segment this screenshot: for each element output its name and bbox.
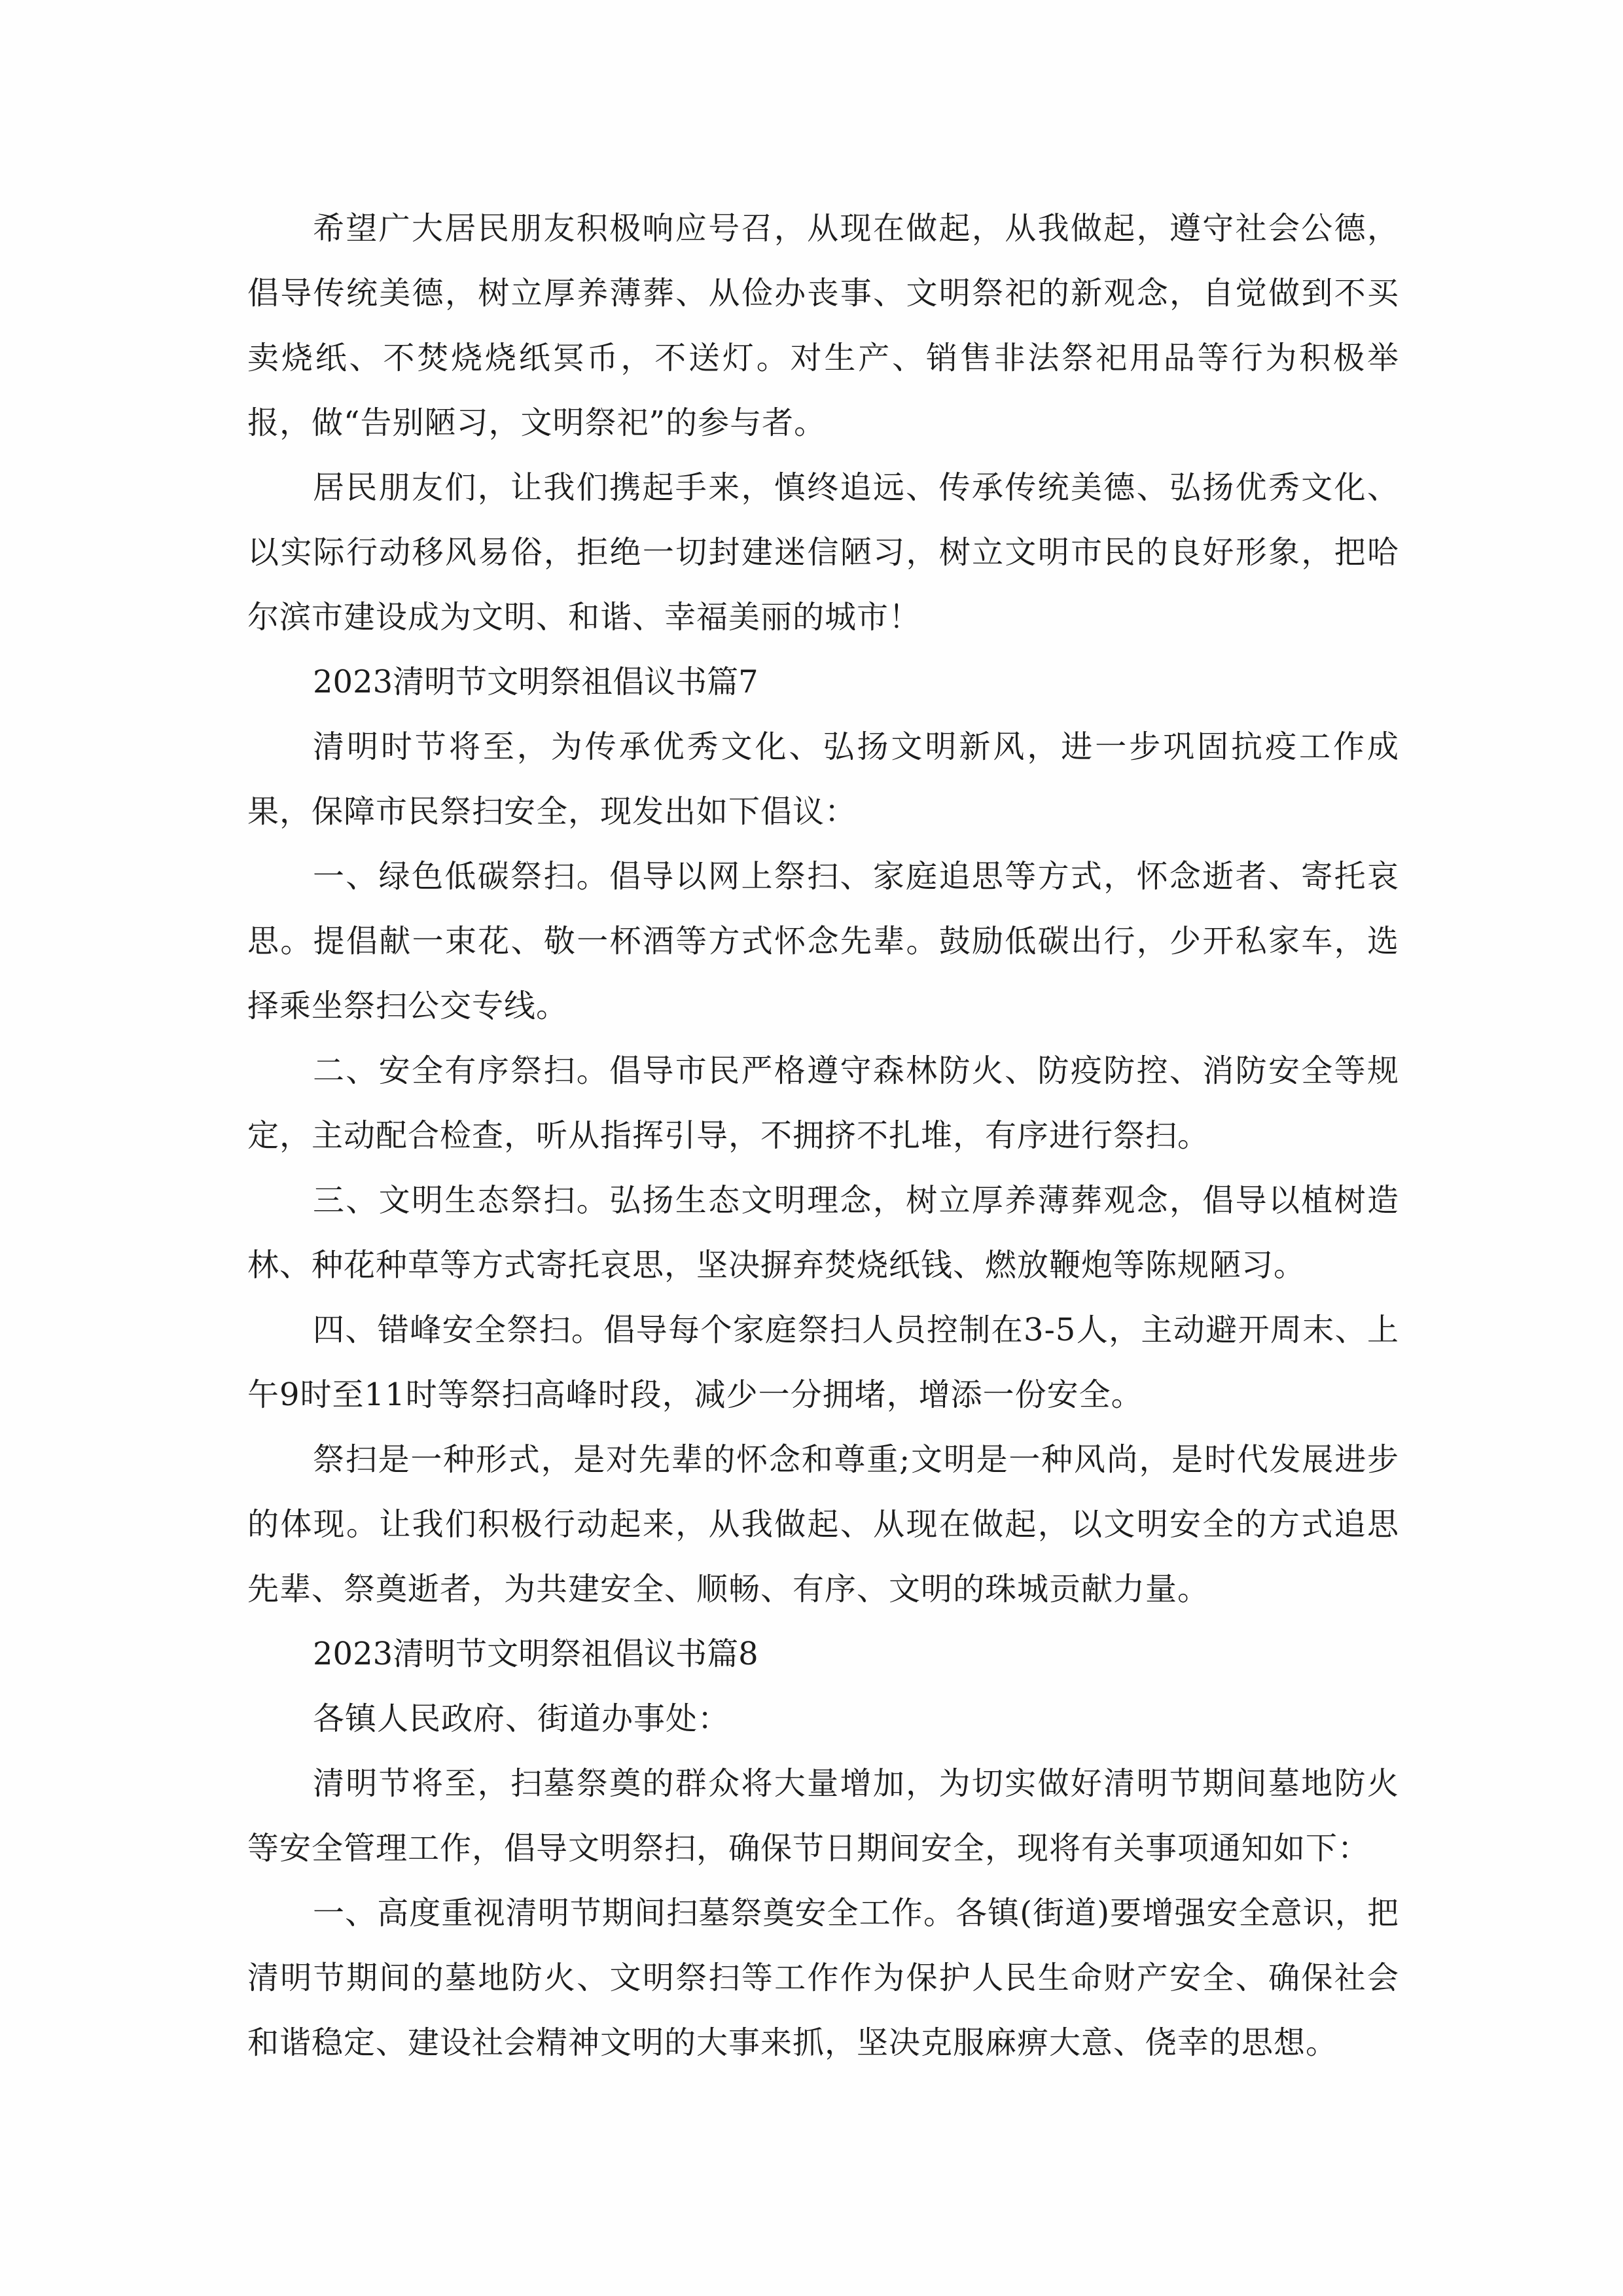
section-heading: 2023清明节文明祭祖倡议书篇8 xyxy=(313,1636,758,1672)
paragraph: 一、绿色低碳祭扫。倡导以网上祭扫、家庭追思等方式，怀念逝者、寄托哀思。提倡献一束花、敬一杯酒等方式怀念先辈。鼓励低碳出行，少开私家车，选择乘坐祭扫公交专线。 xyxy=(247,858,1399,1024)
paragraph: 三、文明生态祭扫。弘扬生态文明理念，树立厚养薄葬观念，倡导以植树造林、种花种草等方式寄托哀思，坚决摒弃焚烧纸钱、燃放鞭炮等陈规陋习。 xyxy=(247,1182,1399,1283)
paragraph: 二、安全有序祭扫。倡导市民严格遵守森林防火、防疫防控、消防安全等规定，主动配合检查，听从指挥引导，不拥挤不扎堆，有序进行祭扫。 xyxy=(247,1052,1399,1154)
paragraph: 一、高度重视清明节期间扫墓祭奠安全工作。各镇(街道)要增强安全意识，把清明节期间的墓地防火、文明祭扫等工作作为保护人民生命财产安全、确保社会和谐稳定、建设社会精神文明的大事来抓，坚决克服麻痹大意、侥幸的思想。 xyxy=(247,1895,1399,2061)
paragraph: 居民朋友们，让我们携起手来，慎终追远、传承传统美德、弘扬优秀文化、以实际行动移风易俗，拒绝一切封建迷信陋习，树立文明市民的良好形象，把哈尔滨市建设成为文明、和谐、幸福美丽的城市！ xyxy=(247,469,1399,636)
paragraph: 希望广大居民朋友积极响应号召，从现在做起，从我做起，遵守社会公德，倡导传统美德，树立厚养薄葬、从俭办丧事、文明祭祀的新观念，自觉做到不买卖烧纸、不焚烧烧纸冥币，不送灯。对生产、销售非法祭祀用品等行为积极举报，做“告别陋习，文明祭祀”的参与者。 xyxy=(247,210,1399,441)
section-heading: 2023清明节文明祭祖倡议书篇7 xyxy=(313,664,758,700)
paragraph: 清明节将至，扫墓祭奠的群众将大量增加，为切实做好清明节期间墓地防火等安全管理工作，倡导文明祭扫，确保节日期间安全，现将有关事项通知如下： xyxy=(247,1765,1399,1867)
paragraph: 四、错峰安全祭扫。倡导每个家庭祭扫人员控制在3-5人，主动避开周末、上午9时至11时等祭扫高峰时段，减少一分拥堵，增添一份安全。 xyxy=(247,1312,1399,1413)
paragraph: 祭扫是一种形式，是对先辈的怀念和尊重;文明是一种风尚，是时代发展进步的体现。让我们积极行动起来，从我做起、从现在做起，以文明安全的方式追思先辈、祭奠逝者，为共建安全、顺畅、有序、文明的珠城贡献力量。 xyxy=(247,1441,1399,1607)
paragraph: 各镇人民政府、街道办事处： xyxy=(313,1700,730,1737)
document-body xyxy=(247,196,1399,2075)
paragraph: 清明时节将至，为传承优秀文化、弘扬文明新风，进一步巩固抗疫工作成果，保障市民祭扫安全，现发出如下倡议： xyxy=(247,728,1399,830)
